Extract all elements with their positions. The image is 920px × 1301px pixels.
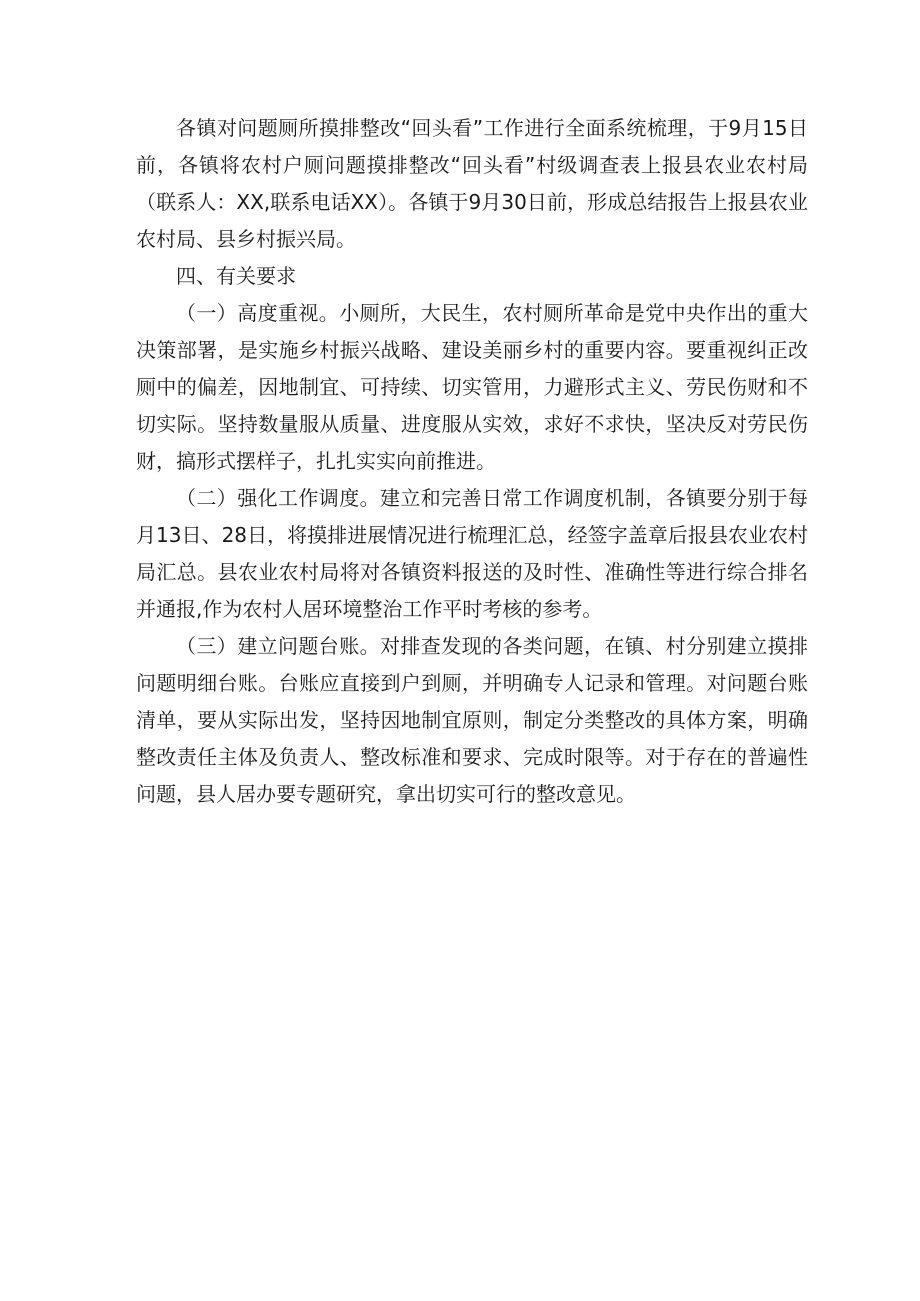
paragraph-report-deadline: 各镇对问题厕所摸排整改“回头看”工作进行全面系统梳理，于9月15日前，各镇将农村户厕问题摸排整改“回头看”村级调查表上报县农业农村局（联系人：XX,联系电话XX）。各镇于9月30日前，形成总结报告上报县农业农村局、县乡村振兴局。 [136, 116, 808, 251]
section-heading-requirements: 四、有关要求 [176, 264, 296, 288]
paragraph-problem-ledger: （三）建立问题台账。对排查发现的各类问题，在镇、村分别建立摸排问题明细台账。台账应直接到户到厕，并明确专人记录和管理。对问题台账清单，要从实际出发，坚持因地制宜原则，制定分类整改的具体方案，明确整改责任主体及负责人、整改标准和要求、完成时限等。对于存在的普遍性问题，县人居办要专题研究，拿出切实可行的整改意见。 [136, 634, 808, 806]
document-body [136, 110, 808, 813]
paragraph-work-scheduling: （二）强化工作调度。建立和完善日常工作调度机制，各镇要分别于每月13日、28日，将摸排进展情况进行梳理汇总，经签字盖章后报县农业农村局汇总。县农业农村局将对各镇资料报送的及时性、准确性等进行综合排名并通报,作为农村人居环境整治工作平时考核的参考。 [136, 486, 808, 621]
paragraph-high-attention: （一）高度重视。小厕所，大民生，农村厕所革命是党中央作出的重大决策部署，是实施乡村振兴战略、建设美丽乡村的重要内容。要重视纠正改厕中的偏差，因地制宜、可持续、切实管用，力避形式主义、劳民伤财和不切实际。坚持数量服从质量、进度服从实效，求好不求快，坚决反对劳民伤财，搞形式摆样子，扎扎实实向前推进。 [136, 301, 808, 473]
